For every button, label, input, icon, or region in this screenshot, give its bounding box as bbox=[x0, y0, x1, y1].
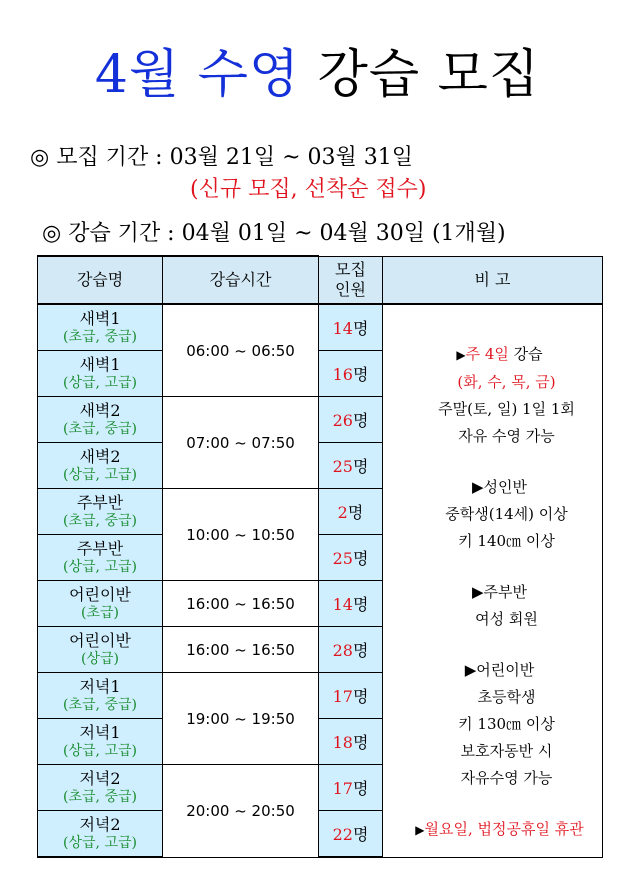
class-name: 주부반 bbox=[76, 538, 124, 558]
remark-adult-req1: 중학생(14세) 이상 bbox=[445, 505, 568, 523]
capacity-number: 2 bbox=[337, 503, 348, 522]
capacity-number: 22 bbox=[332, 825, 353, 844]
class-capacity bbox=[319, 443, 383, 489]
header-capacity bbox=[319, 256, 383, 304]
remark-adult-title: ▶성인반 bbox=[471, 478, 527, 496]
class-time: 20:00 ~ 20:50 bbox=[163, 765, 319, 858]
class-name: 어린이반 bbox=[69, 584, 131, 604]
header-capacity-line1: 모집 bbox=[335, 259, 366, 279]
class-capacity bbox=[319, 627, 383, 673]
header-class-time: 강습시간 bbox=[163, 256, 319, 304]
class-name: 저녁2 bbox=[79, 768, 121, 788]
class-level: (상급, 고급) bbox=[63, 466, 137, 483]
recruit-note: (신규 모집, 선착순 접수) bbox=[190, 177, 427, 202]
capacity-number: 25 bbox=[332, 457, 353, 476]
remark-weekend: 주말(토, 일) 1일 1회 bbox=[438, 400, 575, 418]
capacity-unit: 명 bbox=[352, 365, 369, 384]
table-row bbox=[38, 304, 603, 351]
capacity-number: 16 bbox=[332, 365, 353, 384]
remarks-content bbox=[397, 341, 602, 844]
remark-housewife-req: 여성 회원 bbox=[475, 610, 538, 628]
remark-kids-title: ▶어린이반 bbox=[464, 661, 535, 679]
header-class-name: 강습명 bbox=[38, 256, 163, 304]
class-capacity bbox=[319, 535, 383, 581]
class-level: (상급) bbox=[81, 650, 119, 667]
header-capacity-line2: 인원 bbox=[335, 279, 366, 299]
class-capacity bbox=[319, 581, 383, 627]
remark-free-swim: 자유 수영 가능 bbox=[458, 427, 555, 445]
remark-closed-text: 월요일, 법정공휴일 휴관 bbox=[424, 820, 584, 838]
class-capacity bbox=[319, 811, 383, 858]
capacity-number: 14 bbox=[332, 319, 353, 338]
class-name-cell bbox=[38, 581, 163, 627]
class-capacity bbox=[319, 304, 383, 351]
capacity-number: 17 bbox=[332, 779, 353, 798]
remark-adult-req2: 키 140㎝ 이상 bbox=[458, 532, 555, 550]
class-level: (초급, 중급) bbox=[63, 512, 137, 529]
class-capacity bbox=[319, 673, 383, 719]
class-capacity bbox=[319, 765, 383, 811]
remark-housewife-title: ▶주부반 bbox=[471, 583, 527, 601]
class-name: 새벽2 bbox=[79, 400, 121, 420]
remark-weekly-highlight: 주 4일 bbox=[465, 345, 509, 363]
capacity-unit: 명 bbox=[352, 825, 369, 844]
class-level: (상급, 고급) bbox=[63, 558, 137, 575]
class-name-cell bbox=[38, 489, 163, 535]
lesson-period: ◎ 강습 기간 : 04월 01일 ~ 04월 30일 (1개월) bbox=[42, 221, 506, 246]
remark-weekly-days: (화, 수, 목, 금) bbox=[457, 373, 556, 391]
class-level: (상급, 고급) bbox=[63, 374, 137, 391]
recruit-period: ◎ 모집 기간 : 03월 21일 ~ 03월 31일 bbox=[30, 145, 413, 170]
class-name: 주부반 bbox=[76, 492, 124, 512]
capacity-unit: 명 bbox=[352, 411, 369, 430]
class-level: (초급, 중급) bbox=[63, 328, 137, 345]
class-level: (상급, 고급) bbox=[63, 742, 137, 759]
title-rest: 강습 모집 bbox=[300, 45, 541, 105]
capacity-unit: 명 bbox=[352, 687, 369, 706]
page-title bbox=[0, 40, 635, 110]
class-level: (초급, 중급) bbox=[63, 420, 137, 437]
capacity-unit: 명 bbox=[352, 319, 369, 338]
capacity-unit: 명 bbox=[352, 733, 369, 752]
capacity-unit: 명 bbox=[347, 503, 364, 522]
bullet-icon: ▶ bbox=[456, 348, 466, 362]
class-name: 새벽2 bbox=[79, 446, 121, 466]
class-name-cell bbox=[38, 765, 163, 811]
title-highlight: 4월 수영 bbox=[94, 45, 301, 105]
capacity-unit: 명 bbox=[352, 641, 369, 660]
class-name: 저녁2 bbox=[79, 814, 121, 834]
class-name-cell bbox=[38, 627, 163, 673]
bullet-icon: ▶ bbox=[415, 823, 425, 837]
class-level: (상급, 고급) bbox=[63, 834, 137, 851]
class-time: 16:00 ~ 16:50 bbox=[163, 627, 319, 673]
class-name: 어린이반 bbox=[69, 630, 131, 650]
class-capacity bbox=[319, 489, 383, 535]
remarks-cell bbox=[383, 304, 603, 857]
class-name-cell bbox=[38, 811, 163, 858]
class-capacity bbox=[319, 397, 383, 443]
capacity-number: 25 bbox=[332, 549, 353, 568]
capacity-unit: 명 bbox=[352, 595, 369, 614]
class-time: 07:00 ~ 07:50 bbox=[163, 397, 319, 489]
class-name-cell bbox=[38, 351, 163, 397]
capacity-number: 28 bbox=[332, 641, 353, 660]
capacity-number: 14 bbox=[332, 595, 353, 614]
schedule-table bbox=[37, 255, 603, 858]
class-name-cell bbox=[38, 304, 163, 351]
class-name-cell bbox=[38, 397, 163, 443]
class-name: 새벽1 bbox=[79, 354, 121, 374]
capacity-number: 26 bbox=[332, 411, 353, 430]
capacity-unit: 명 bbox=[352, 457, 369, 476]
class-name: 새벽1 bbox=[79, 308, 121, 328]
header-remarks: 비 고 bbox=[383, 256, 603, 304]
class-time: 06:00 ~ 06:50 bbox=[163, 304, 319, 397]
class-level: (초급, 중급) bbox=[63, 696, 137, 713]
remark-weekly-rest: 강습 bbox=[508, 345, 543, 363]
class-capacity bbox=[319, 351, 383, 397]
remark-kids-req1: 초등학생 bbox=[477, 688, 536, 706]
class-name-cell bbox=[38, 535, 163, 581]
class-time: 10:00 ~ 10:50 bbox=[163, 489, 319, 581]
class-name-cell bbox=[38, 673, 163, 719]
class-time: 16:00 ~ 16:50 bbox=[163, 581, 319, 627]
class-level: (초급) bbox=[81, 604, 119, 621]
capacity-number: 17 bbox=[332, 687, 353, 706]
class-time: 19:00 ~ 19:50 bbox=[163, 673, 319, 765]
class-capacity bbox=[319, 719, 383, 765]
remark-kids-req3: 보호자동반 시 bbox=[460, 742, 553, 760]
remark-closed bbox=[397, 816, 602, 844]
capacity-number: 18 bbox=[332, 733, 353, 752]
capacity-unit: 명 bbox=[352, 549, 369, 568]
class-name-cell bbox=[38, 443, 163, 489]
class-name-cell bbox=[38, 719, 163, 765]
remark-kids-req2: 키 130㎝ 이상 bbox=[458, 715, 555, 733]
class-level: (초급, 중급) bbox=[63, 788, 137, 805]
remark-weekly bbox=[397, 341, 602, 369]
class-name: 저녁1 bbox=[79, 722, 121, 742]
capacity-unit: 명 bbox=[352, 779, 369, 798]
remark-kids-req4: 자유수영 가능 bbox=[460, 769, 553, 787]
class-name: 저녁1 bbox=[79, 676, 121, 696]
